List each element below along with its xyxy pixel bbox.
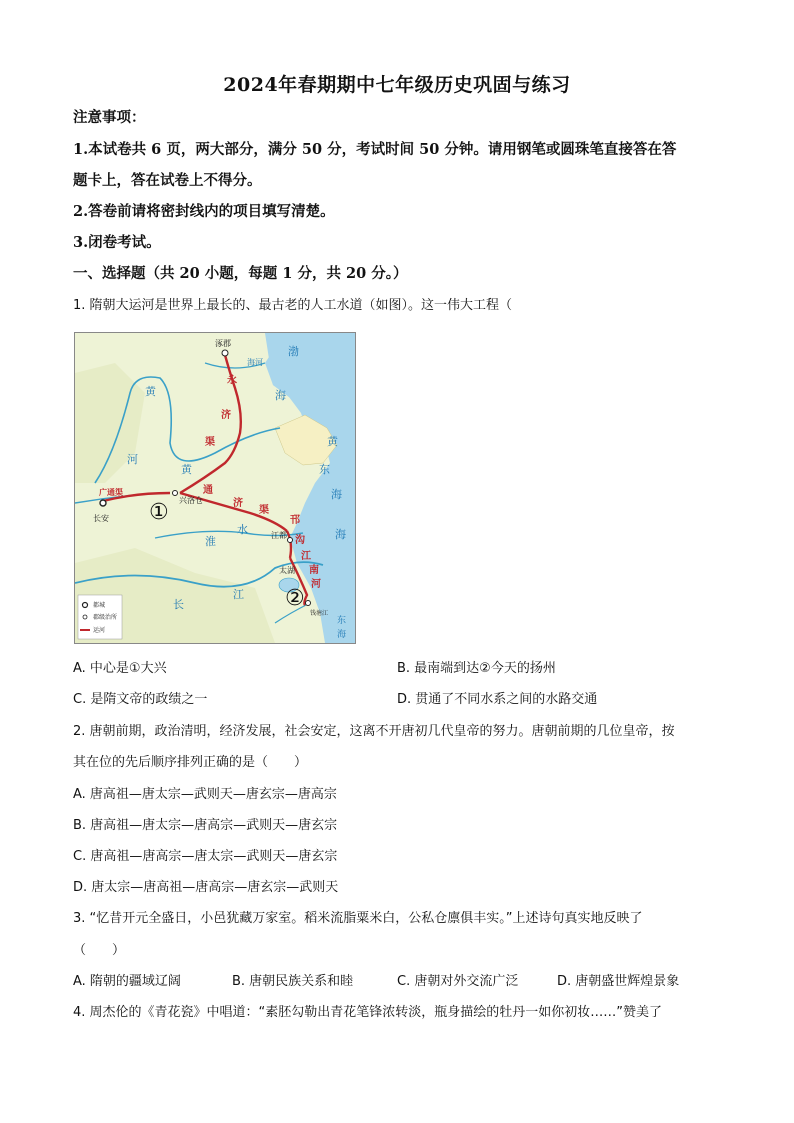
q3-option-c[interactable]: C. 唐朝对外交流广泛: [397, 974, 519, 989]
label-jiang: 江: [301, 551, 311, 562]
label-ji: 济: [221, 410, 231, 421]
label-shui: 水: [237, 523, 248, 536]
section-heading: 一、选择题（共 20 小题，每题 1 分，共 20 分。）: [73, 265, 408, 282]
label-gou: 沟: [295, 535, 305, 546]
label-chang: 长: [173, 598, 184, 611]
q2-option-d[interactable]: D. 唐太宗—唐高祖—唐高宗—唐玄宗—武则天: [73, 880, 339, 895]
q3-option-d[interactable]: D. 唐朝盛世辉煌景象: [557, 974, 680, 989]
q2-option-c[interactable]: C. 唐高祖—唐高宗—唐太宗—武则天—唐玄宗: [73, 849, 338, 864]
q1-option-a[interactable]: A. 中心是①大兴: [73, 661, 167, 676]
label-qiantangjiang: 钱塘江: [310, 610, 329, 617]
q2-option-a[interactable]: A. 唐高祖—唐太宗—武则天—唐玄宗—唐高宗: [73, 787, 337, 802]
label-nan: 南: [309, 565, 319, 576]
legend-capital: 都城: [93, 602, 106, 609]
notice-item-3: 3.闭卷考试。: [73, 234, 161, 251]
label-huanghai: 黄: [327, 435, 338, 448]
legend-canal: 运河: [93, 627, 106, 634]
q2-stem-b: 其在位的先后顺序排列正确的是（ ）: [73, 755, 308, 770]
label-he: 河: [311, 579, 321, 590]
legend-prefecture: 郡级治所: [93, 614, 118, 621]
label-changan: 长安: [93, 514, 109, 523]
notice-item-1a: 1.本试卷共 6 页，两大部分，满分 50 分，考试时间 50 分钟。请用钢笔或圆珠笔直接答在答: [73, 141, 677, 158]
map-legend: [78, 595, 122, 639]
label-haihe: 海河: [247, 358, 263, 367]
label-hai2: 海: [335, 528, 346, 541]
notice-item-2: 2.答卷前请将密封线内的项目填写清楚。: [73, 203, 335, 220]
label-tong: 通: [203, 485, 213, 496]
label-huang-river: 黄: [145, 385, 156, 398]
label-dong: 东: [319, 463, 330, 476]
q1-stem: 1. 隋朝大运河是世界上最长的、最古老的人工水道（如图）。这一伟大工程（: [73, 298, 513, 313]
label-bo: 渤: [288, 345, 299, 358]
label-qu: 渠: [205, 437, 215, 448]
qiantang-marker: [306, 601, 311, 606]
q3-option-a[interactable]: A. 隋朝的疆域辽阔: [73, 974, 181, 989]
q3-stem-b: （ ）: [73, 943, 126, 958]
label-huai: 淮: [205, 535, 216, 548]
label-hai-bo: 海: [275, 389, 286, 402]
grand-canal-map: [74, 332, 356, 644]
q2-option-b[interactable]: B. 唐高祖—唐太宗—唐高宗—武则天—唐玄宗: [73, 818, 338, 833]
jiangdu-marker: [288, 538, 293, 543]
q3-option-b[interactable]: B. 唐朝民族关系和睦: [232, 974, 354, 989]
label-dong2: 东: [337, 616, 347, 626]
label-hai3: 海: [337, 630, 347, 640]
notice-item-1b: 题卡上，答在试卷上不得分。: [73, 172, 262, 189]
label-taihu: 太湖: [279, 566, 295, 575]
label-ji2: 济: [233, 498, 243, 509]
changan-marker: [100, 500, 106, 506]
label-jiang-river: 江: [233, 588, 244, 601]
label-qu2: 渠: [259, 505, 269, 516]
label-hai-dong: 海: [331, 488, 342, 501]
marker-circle-1: ①: [149, 500, 169, 525]
label-xingluocang: 兴洛仓: [179, 496, 203, 505]
q1-option-c[interactable]: C. 是隋文帝的政绩之一: [73, 692, 208, 707]
label-guangtongqu: 广通渠: [99, 488, 123, 497]
label-zhuojun: 涿郡: [215, 339, 231, 348]
q4-stem: 4. 周杰伦的《青花瓷》中唱道：“素胚勾勒出青花笔锋浓转淡，瓶身描绘的牡丹一如你初妆……”赞美了: [73, 1005, 663, 1020]
q1-option-d[interactable]: D. 贯通了不同水系之间的水路交通: [397, 692, 598, 707]
label-he-river: 河: [127, 453, 138, 466]
zhuojun-marker: [222, 350, 228, 356]
label-huang2: 黄: [181, 463, 192, 476]
label-jiangdu: 江都: [271, 531, 287, 540]
q1-option-b[interactable]: B. 最南端到达②今天的扬州: [397, 661, 556, 676]
xingluocang-marker: [173, 491, 178, 496]
q2-stem-a: 2. 唐朝前期，政治清明，经济发展，社会安定，这离不开唐初几代皇帝的努力。唐朝前期的几位皇帝，按: [73, 724, 675, 739]
marker-circle-2: ②: [285, 586, 305, 611]
page-title: 2024年春期期中七年级历史巩固与练习: [223, 74, 571, 96]
label-yong: 永: [227, 375, 237, 386]
notice-heading: 注意事项：: [73, 109, 146, 126]
label-han: 邗: [290, 515, 300, 526]
q3-stem-a: 3. “忆昔开元全盛日，小邑犹藏万家室。稻米流脂粟米白，公私仓廪俱丰实。”上述诗句真实地反映了: [73, 911, 643, 926]
